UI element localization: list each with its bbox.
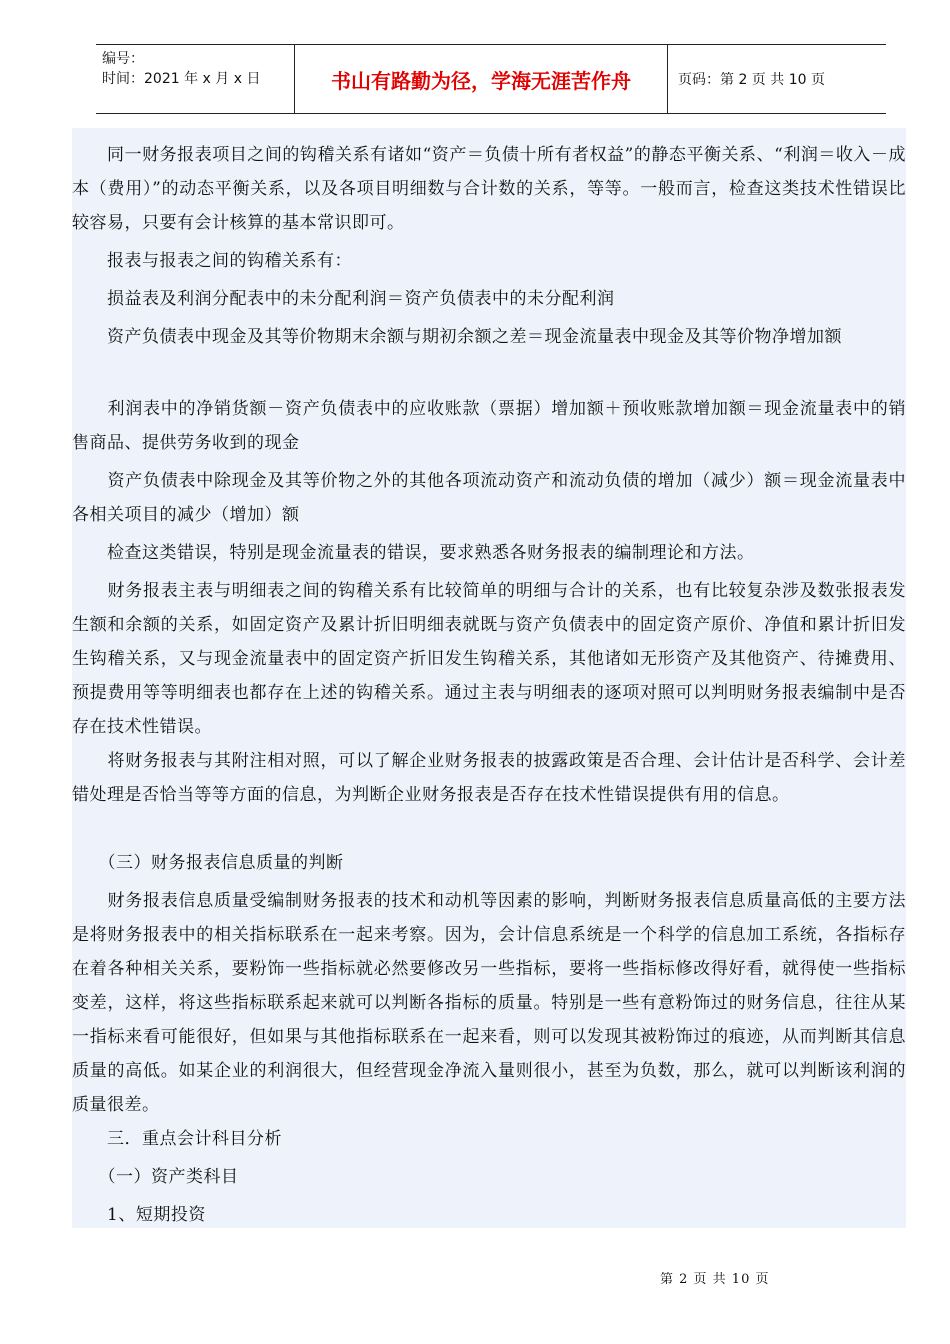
- header-meta: [96, 45, 294, 113]
- page-footer: 第 2 页 共 10 页: [660, 1272, 770, 1287]
- document-body: [72, 128, 906, 1228]
- code-label: 编号：: [102, 51, 144, 67]
- page-header: [96, 44, 886, 114]
- paragraph: 将财务报表与其附注相对照，可以了解企业财务报表的披露政策是否合理、会计估计是否科学、会计差错处理是否恰当等等方面的信息，为判断企业财务报表是否存在技术性错误提供有用的信息。: [72, 751, 906, 805]
- paragraph: 损益表及利润分配表中的未分配利润＝资产负债表中的未分配利润: [72, 289, 615, 309]
- paragraph: 利润表中的净销货额－资产负债表中的应收账款（票据）增加额＋预收账款增加额＝现金流量表中的销售商品、提供劳务收到的现金: [72, 399, 906, 453]
- header-motto: [294, 45, 668, 113]
- header-page: [668, 45, 886, 113]
- section-heading: （一）资产类科目: [72, 1167, 239, 1187]
- paragraph: 检查这类错误，特别是现金流量表的错误，要求熟悉各财务报表的编制理论和方法。: [72, 543, 755, 563]
- section-heading: 三．重点会计科目分析: [72, 1129, 282, 1149]
- motto-text: 书山有路勤为径，学海无涯苦作舟: [331, 68, 631, 93]
- paragraph: 资产负债表中现金及其等价物期末余额与期初余额之差＝现金流量表中现金及其等价物净增加额: [72, 327, 842, 347]
- paragraph: 报表与报表之间的钩稽关系有：: [72, 251, 352, 271]
- page-label: 页码：第 2 页 共 10 页: [678, 72, 825, 88]
- paragraph: 同一财务报表项目之间的钩稽关系有诸如“资产＝负债十所有者权益”的静态平衡关系、“利润＝收入－成本（费用）”的动态平衡关系，以及各项目明细数与合计数的关系，等等。一般而言，检查这类技术性错误比较容易，只要有会计核算的基本常识即可。: [72, 145, 906, 233]
- paragraph: 资产负债表中除现金及其等价物之外的其他各项流动资产和流动负债的增加（减少）额＝现金流量表中各相关项目的减少（增加）额: [72, 471, 906, 525]
- time-label: 时间：2021 年 x 月 x 日: [102, 71, 261, 87]
- paragraph: 财务报表信息质量受编制财务报表的技术和动机等因素的影响，判断财务报表信息质量高低的主要方法是将财务报表中的相关指标联系在一起来考察。因为，会计信息系统是一个科学的信息加工系统，各指标存在着各种相关关系，要粉饰一些指标就必然要修改另一些指标，要将一些指标修改得好看，就得使一些指标变差，这样，将这些指标联系起来就可以判断各指标的质量。特别是一些有意粉饰过的财务信息，往往从某一指标来看可能很好，但如果与其他指标联系在一起来看，则可以发现其被粉饰过的痕迹，从而判断其信息质量的高低。如某企业的利润很大，但经营现金净流入量则很小，甚至为负数，那么，就可以判断该利润的质量很差。: [72, 891, 906, 1115]
- paragraph: 财务报表主表与明细表之间的钩稽关系有比较简单的明细与合计的关系，也有比较复杂涉及数张报表发生额和余额的关系，如固定资产及累计折旧明细表就既与资产负债表中的固定资产原价、净值和累计折旧发生钩稽关系，又与现金流量表中的固定资产折旧发生钩稽关系，其他诸如无形资产及其他资产、待摊费用、预提费用等等明细表也都存在上述的钩稽关系。通过主表与明细表的逐项对照可以判明财务报表编制中是否存在技术性错误。: [72, 581, 906, 737]
- section-heading: （三）财务报表信息质量的判断: [72, 853, 344, 873]
- section-heading: 1、短期投资: [72, 1205, 206, 1225]
